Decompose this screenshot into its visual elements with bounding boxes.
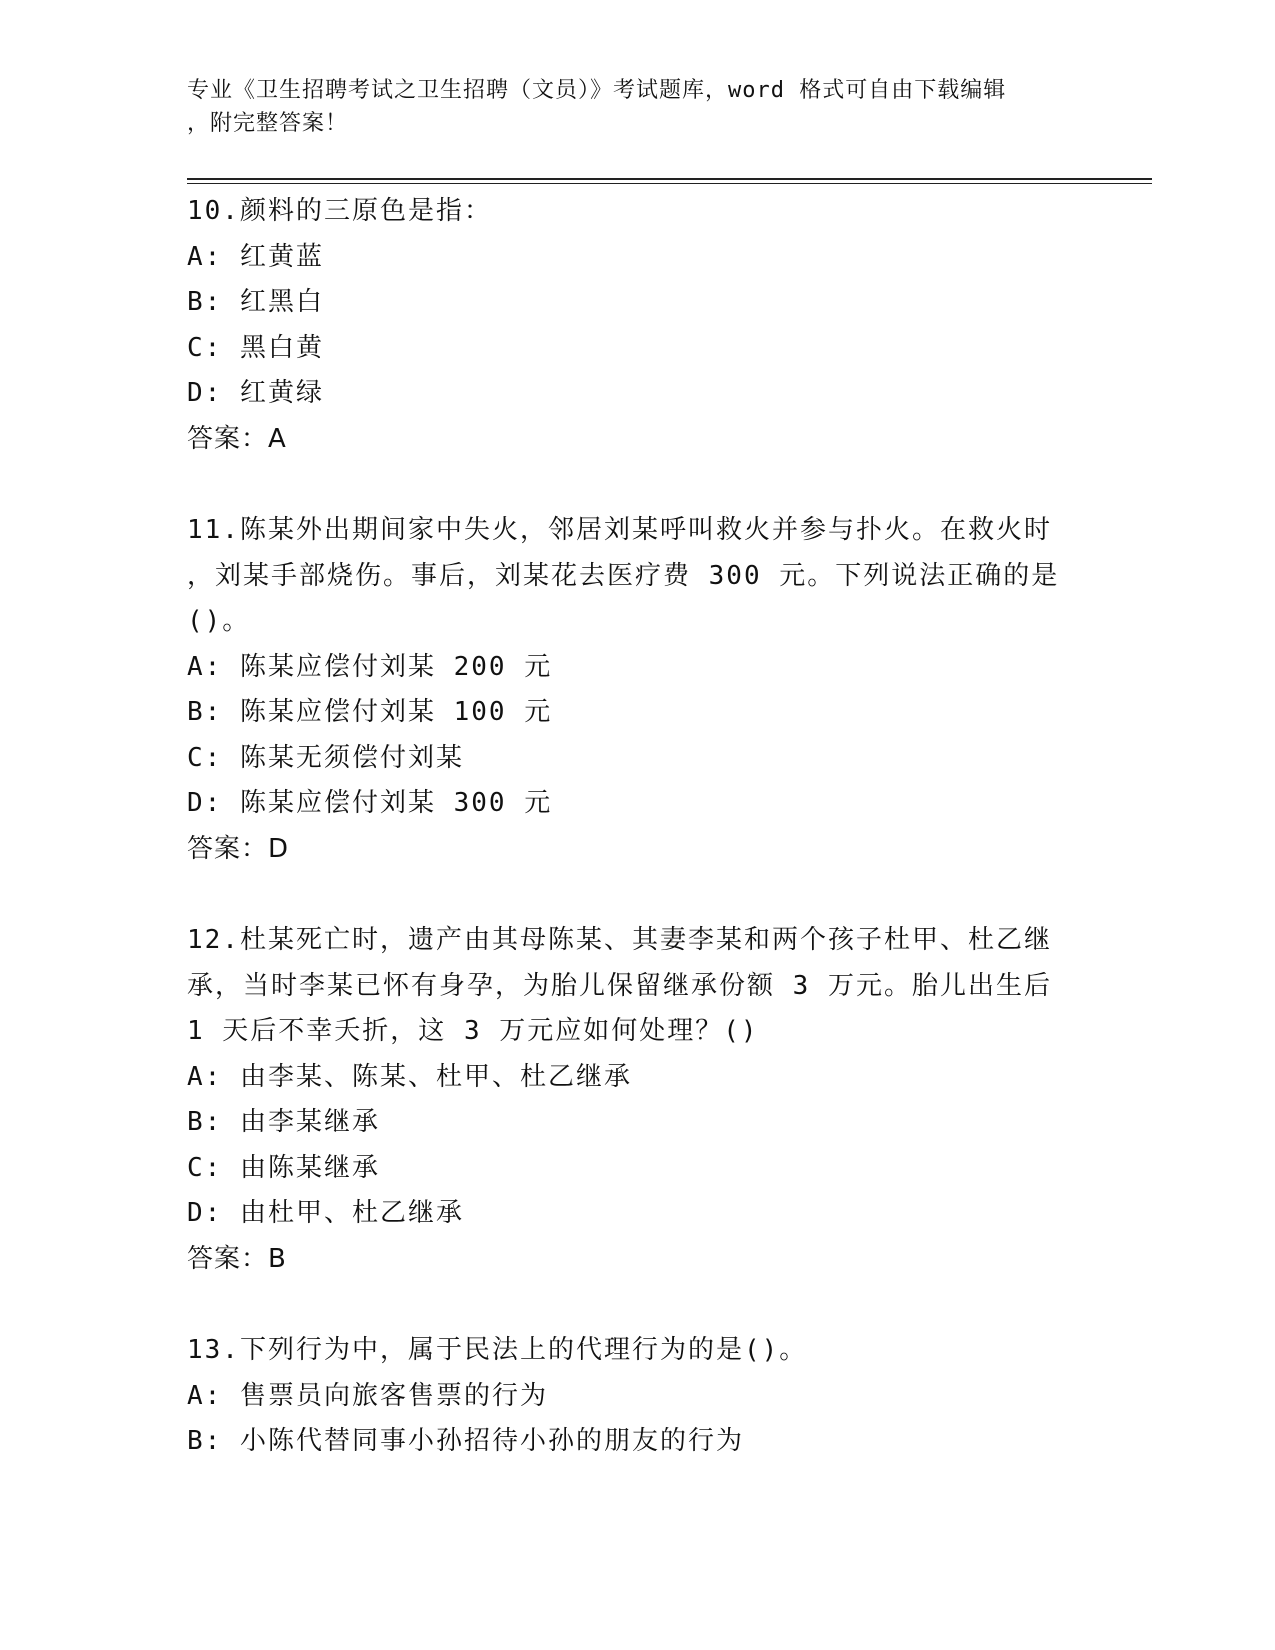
option-a: A: 售票员向旅客售票的行为	[187, 1380, 548, 1411]
document-header	[187, 74, 1087, 140]
question-text-line-3: ()。	[187, 606, 251, 636]
question-13	[187, 1328, 1087, 1465]
question-list	[187, 189, 1087, 1511]
option-b: B: 由李某继承	[187, 1107, 380, 1137]
question-text: 13.下列行为中，属于民法上的代理行为的是()。	[187, 1335, 808, 1365]
question-text-line-2: 承，当时李某已怀有身孕，为胎儿保留继承份额 3 万元。胎儿出生后	[187, 970, 1052, 1001]
question-12	[187, 918, 1087, 1282]
question-text-line-3: 1 天后不幸夭折，这 3 万元应如何处理？()	[187, 1016, 759, 1046]
question-text: 10.颜料的三原色是指：	[187, 196, 492, 226]
question-text-line-2: ，刘某手部烧伤。事后，刘某花去医疗费 300 元。下列说法正确的是	[187, 560, 1060, 591]
answer-label: 答案：B	[187, 1243, 287, 1274]
option-b: B: 小陈代替同事小孙招待小孙的朋友的行为	[187, 1426, 744, 1456]
option-c: C: 陈某无须偿付刘某	[187, 742, 464, 773]
option-c: C: 黑白黄	[187, 332, 324, 363]
option-d: D: 红黄绿	[187, 378, 324, 408]
option-b: B: 陈某应偿付刘某 100 元	[187, 697, 553, 727]
option-a: A: 由李某、陈某、杜甲、杜乙继承	[187, 1061, 632, 1092]
question-11	[187, 508, 1087, 872]
header-line-1: 专业《卫生招聘考试之卫生招聘（文员）》考试题库，word 格式可自由下载编辑	[187, 78, 1007, 103]
header-divider	[187, 178, 1152, 184]
option-a: A: 陈某应偿付刘某 200 元	[187, 651, 553, 682]
option-c: C: 由陈某继承	[187, 1152, 380, 1183]
answer-label: 答案：A	[187, 423, 287, 454]
header-line-2: ，附完整答案！	[187, 111, 349, 136]
question-text-line-1: 12.杜某死亡时，遗产由其母陈某、其妻李某和两个孩子杜甲、杜乙继	[187, 925, 1052, 955]
option-b: B: 红黑白	[187, 287, 324, 317]
question-10	[187, 189, 1087, 462]
answer-label: 答案：D	[187, 833, 290, 864]
option-a: A: 红黄蓝	[187, 241, 324, 272]
option-d: D: 陈某应偿付刘某 300 元	[187, 788, 553, 818]
option-d: D: 由杜甲、杜乙继承	[187, 1198, 464, 1228]
question-text-line-1: 11.陈某外出期间家中失火，邻居刘某呼叫救火并参与扑火。在救火时	[187, 515, 1052, 545]
